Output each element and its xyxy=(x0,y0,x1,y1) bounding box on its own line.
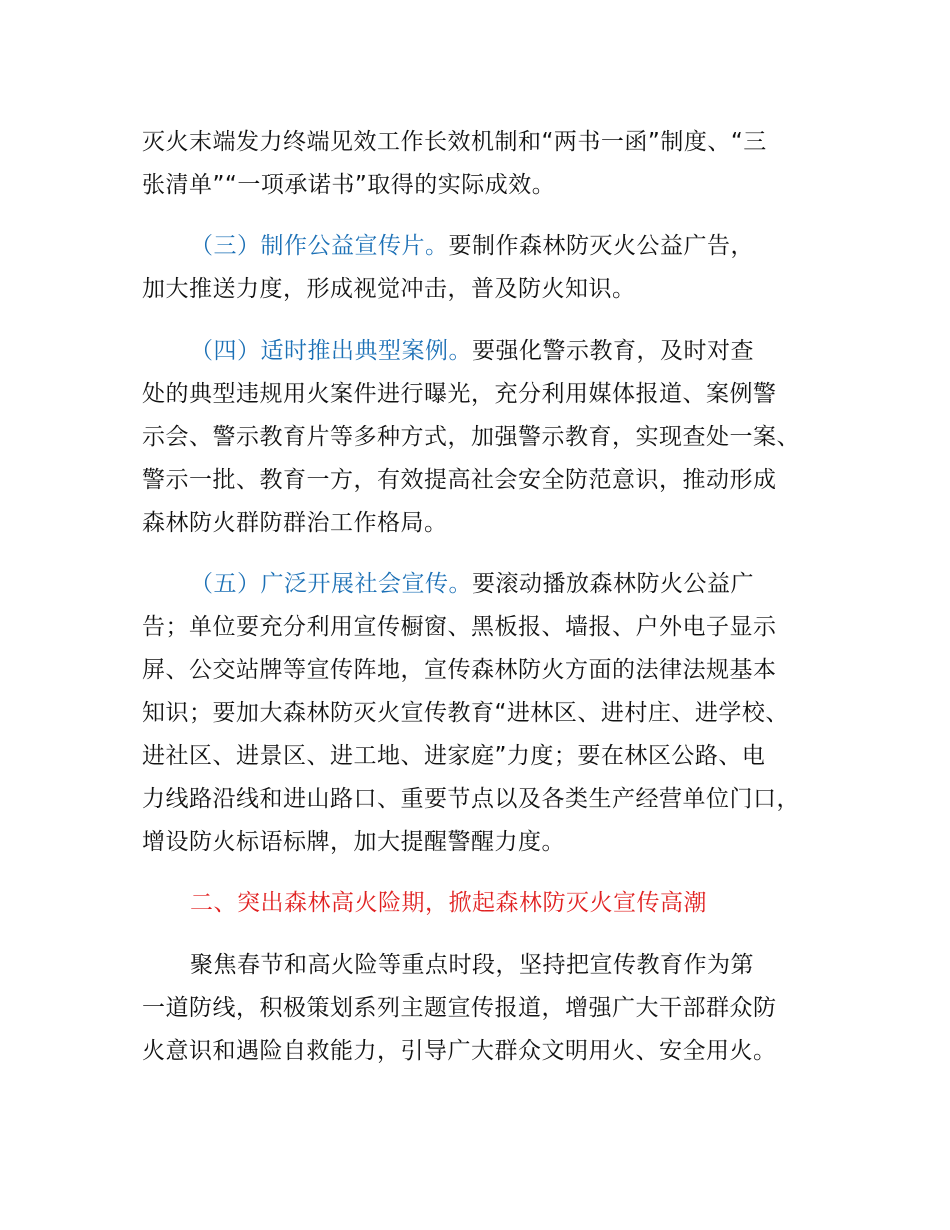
paragraph-3-line-2: 处的典型违规用火案件进行曝光，充分利用媒体报道、案例警 xyxy=(142,381,777,407)
subheading-4: （四）适时推出典型案例。 xyxy=(190,338,472,364)
paragraph-4-line-2: 告；单位要充分利用宣传橱窗、黑板报、墙报、户外电子显示 xyxy=(142,614,777,640)
section-heading-2: 二、突出森林高火险期，掀起森林防灭火宣传高潮 xyxy=(190,890,707,916)
paragraph-2-line-1 xyxy=(190,226,754,266)
paragraph-2-line-2: 加大推送力度，形成视觉冲击，普及防火知识。 xyxy=(142,276,636,302)
paragraph-5-line-3: 火意识和遇险自救能力，引导广大群众文明用火、安全用火。 xyxy=(142,1038,777,1064)
paragraph-4-line-7: 增设防火标语标牌，加大提醒警醒力度。 xyxy=(142,829,565,855)
paragraph-2-text: 要制作森林防灭火公益广告， xyxy=(448,233,754,259)
paragraph-3-line-4: 警示一批、教育一方，有效提高社会安全防范意识，推动形成 xyxy=(142,467,777,493)
paragraph-5-line-1: 聚焦春节和高火险等重点时段，坚持把宣传教育作为第 xyxy=(190,952,754,978)
paragraph-4-line-6: 力线路沿线和进山路口、重要节点以及各类生产经营单位门口， xyxy=(142,786,800,812)
paragraph-4-line-3: 屏、公交站牌等宣传阵地，宣传森林防火方面的法律法规基本 xyxy=(142,657,777,683)
paragraph-4-line-4: 知识；要加大森林防灭火宣传教育“进林区、进村庄、进学校、 xyxy=(142,700,789,726)
subheading-5: （五）广泛开展社会宣传。 xyxy=(190,571,472,597)
paragraph-3-line-3: 示会、警示教育片等多种方式，加强警示教育，实现查处一案、 xyxy=(142,424,800,450)
paragraph-4-line-1 xyxy=(190,564,754,604)
paragraph-1-line-2: 张清单”“一项承诺书”取得的实际成效。 xyxy=(142,172,556,198)
paragraph-3-text: 要强化警示教育，及时对查 xyxy=(472,338,754,364)
paragraph-3-line-5: 森林防火群防群治工作格局。 xyxy=(142,510,448,536)
paragraph-1-line-1: 灭火末端发力终端见效工作长效机制和“两书一函”制度、“三 xyxy=(142,129,767,155)
paragraph-3-line-1 xyxy=(190,331,754,371)
subheading-3: （三）制作公益宣传片。 xyxy=(190,233,449,259)
paragraph-4-line-5: 进社区、进景区、进工地、进家庭”力度；要在林区公路、电 xyxy=(142,743,766,769)
paragraph-4-text: 要滚动播放森林防火公益广 xyxy=(472,571,754,597)
paragraph-5-line-2: 一道防线，积极策划系列主题宣传报道，增强广大干部群众防 xyxy=(142,995,777,1021)
